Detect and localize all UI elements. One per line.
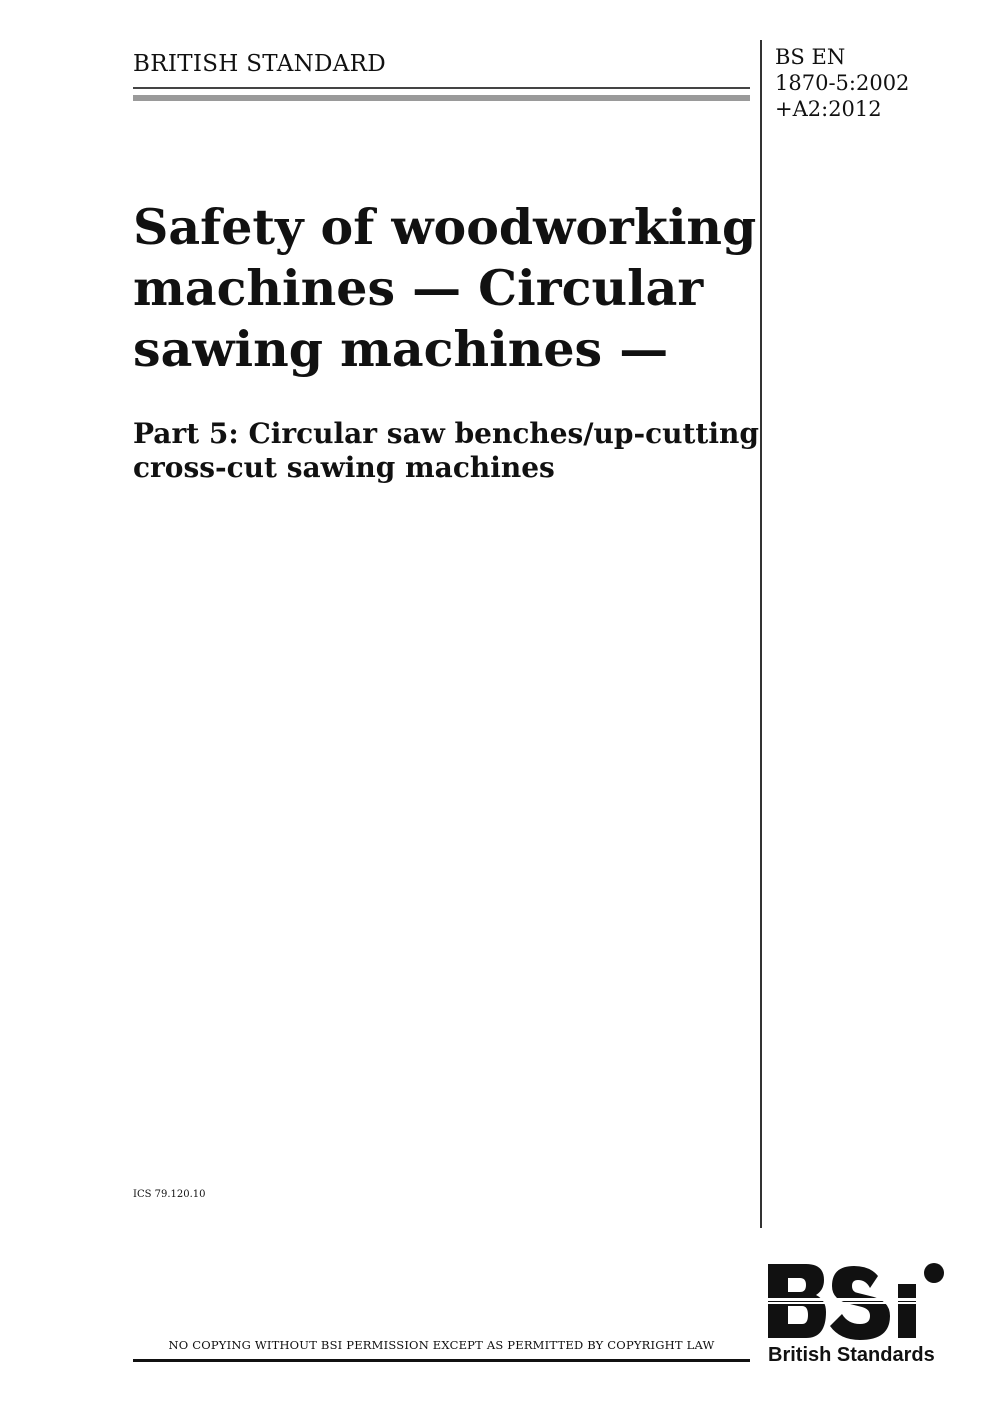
vertical-divider — [760, 40, 762, 1228]
document-title — [133, 197, 757, 380]
header-rule-thick — [133, 95, 750, 101]
standard-number-line-2: 1870-5:2002 — [775, 71, 910, 95]
copyright-notice: NO COPYING WITHOUT BSI PERMISSION EXCEPT AS PERMITTED BY COPYRIGHT LAW — [168, 1338, 715, 1352]
title-line-2: machines — Circular — [133, 259, 704, 317]
document-subtitle — [133, 417, 763, 485]
document-type-label: BRITISH STANDARD — [133, 51, 387, 77]
standard-number-line-1: BS EN — [775, 45, 846, 69]
title-line-3: sawing machines — — [133, 320, 669, 378]
standard-number-line-3: +A2:2012 — [775, 97, 882, 121]
ics-code: ICS 79.120.10 — [133, 1189, 206, 1200]
subtitle-line-2: cross-cut sawing machines — [133, 451, 555, 484]
logo-caption: British Standards — [768, 1344, 935, 1366]
subtitle-line-1: Part 5: Circular saw benches/up-cutting — [133, 417, 759, 450]
footer-rule — [133, 1359, 750, 1362]
title-line-1: Safety of woodworking — [133, 198, 757, 256]
header-rule-thin — [133, 87, 750, 89]
standard-number — [775, 44, 909, 122]
